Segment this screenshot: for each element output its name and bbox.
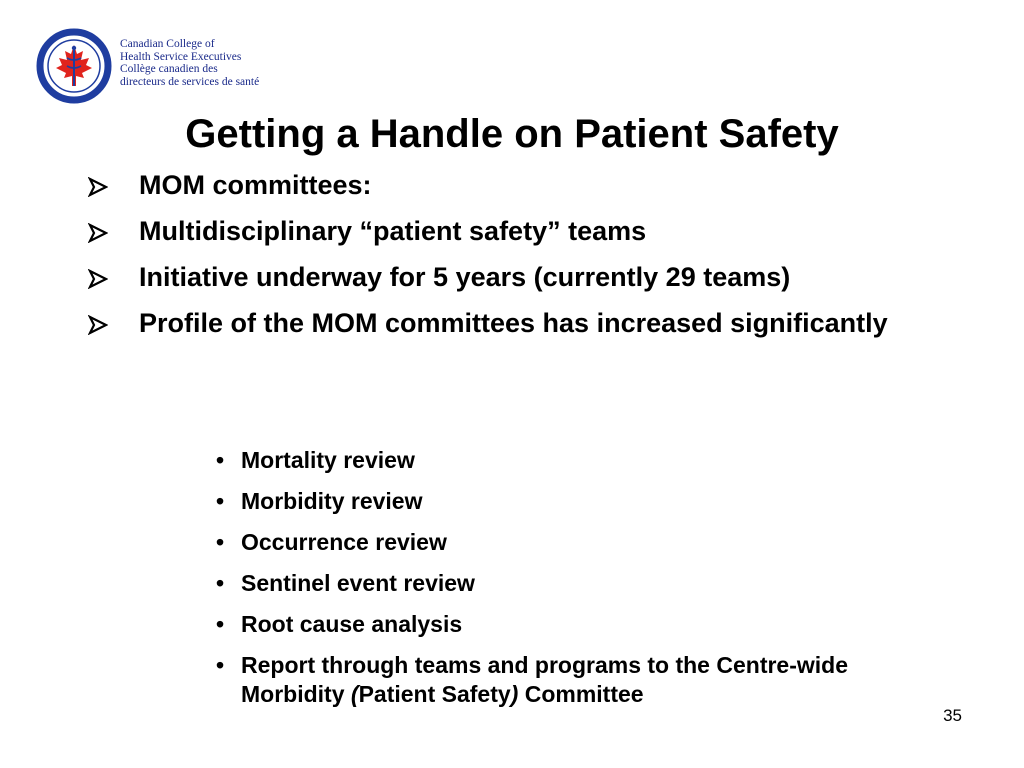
- main-bullet-text: MOM committees:: [139, 170, 372, 200]
- sub-bullet-text: Morbidity review: [241, 488, 423, 514]
- sub-bullet-text: Root cause analysis: [241, 611, 463, 637]
- sub-bullet-text: [241, 652, 848, 707]
- sub-bullet: [216, 487, 946, 516]
- main-bullet-text: Multidisciplinary “patient safety” teams: [139, 216, 647, 246]
- logo-text: [120, 38, 259, 88]
- arrow-bullet-icon: [88, 177, 108, 197]
- maple-leaf-caduceus-icon: [36, 28, 112, 104]
- arrow-bullet-icon: [88, 269, 108, 289]
- sub-bullet-text: Sentinel event review: [241, 570, 475, 596]
- logo-line-1: Canadian College of: [120, 38, 215, 50]
- sub-bullet: [216, 446, 946, 475]
- sub-bullet-text: Mortality review: [241, 447, 415, 473]
- logo: [36, 28, 266, 104]
- sub-bullet: [216, 610, 946, 639]
- bullet-dot: •: [216, 611, 225, 637]
- sub-bullet-text-part: Committee: [518, 681, 644, 707]
- sub-bullet: [216, 651, 946, 709]
- bullet-dot: •: [216, 652, 225, 678]
- bullet-dot: •: [216, 447, 225, 473]
- arrow-bullet-icon: [88, 223, 108, 243]
- main-bullet: [88, 168, 948, 203]
- sub-bullet-text: Occurrence review: [241, 529, 447, 555]
- sub-bullet-text-part: Patient Safety: [358, 681, 511, 707]
- main-bullet-text: Initiative underway for 5 years (currently 29 teams): [139, 262, 791, 292]
- logo-line-3: Collège canadien des: [120, 63, 218, 75]
- logo-line-4: directeurs de services de santé: [120, 75, 260, 88]
- sub-bullet: [216, 569, 946, 598]
- sub-bullet-list: [216, 446, 946, 721]
- main-bullet: [88, 306, 948, 341]
- main-bullet: [88, 260, 948, 295]
- main-bullet: [88, 214, 948, 249]
- arrow-bullet-icon: [88, 315, 108, 335]
- main-bullet-text: Profile of the MOM committees has increased significantly: [139, 308, 888, 338]
- bullet-dot: •: [216, 570, 225, 596]
- main-bullet-list: [88, 168, 948, 352]
- bullet-dot: •: [216, 529, 225, 555]
- page-number: 35: [943, 706, 962, 725]
- open-paren: (: [350, 681, 359, 707]
- logo-line-2: Health Service Executives: [120, 50, 242, 63]
- slide-title: Getting a Handle on Patient Safety: [185, 112, 839, 156]
- bullet-dot: •: [216, 488, 225, 514]
- sub-bullet-text-part: Report through teams and programs to the Centre-wide Morbidity: [241, 652, 848, 707]
- close-paren: ): [510, 681, 519, 707]
- sub-bullet: [216, 528, 946, 557]
